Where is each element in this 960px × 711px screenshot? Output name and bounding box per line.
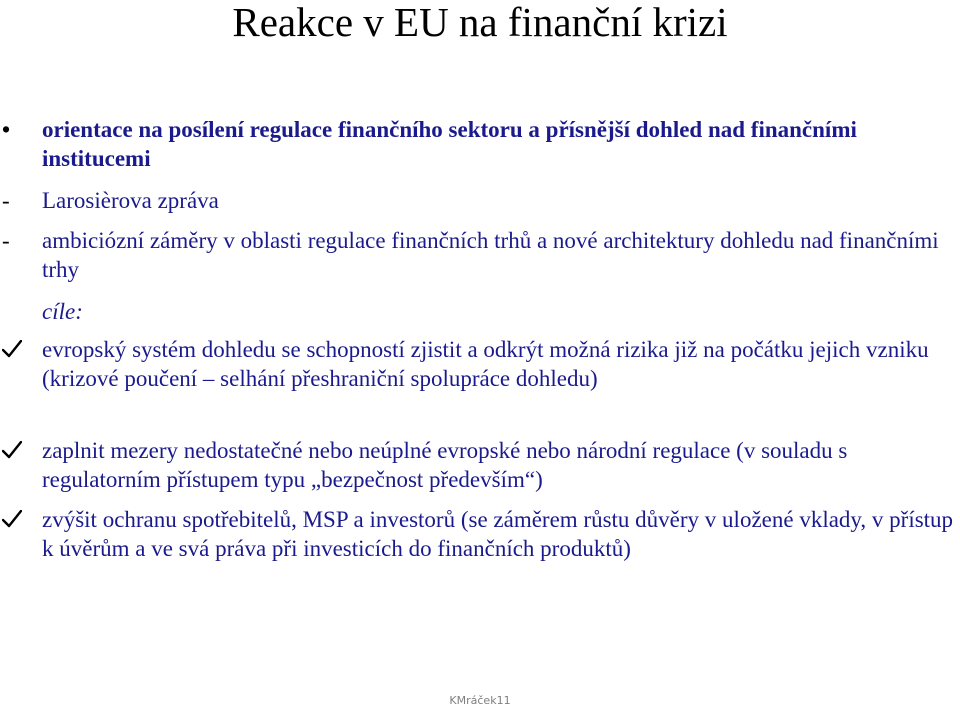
dash-marker: - (2, 188, 10, 213)
dash-text: ambiciózní záměry v oblasti regulace finančních trhů a nové architektury dohledu nad finančními trhy (42, 228, 939, 282)
checkmark-icon (2, 505, 32, 528)
checkmark-icon (2, 436, 32, 459)
slide-footer: KMráček11 (449, 694, 511, 707)
checkmark-icon (2, 335, 32, 358)
dash-item (2, 186, 957, 215)
check-item (42, 436, 957, 494)
bullet-marker: • (2, 117, 11, 142)
bullet-text: orientace na posílení regulace finančního sektoru a přísnější dohled nad finančními institucemi (42, 117, 857, 171)
dash-item (2, 226, 957, 284)
bullet-item (2, 115, 957, 173)
check-text: zvýšit ochranu spotřebitelů, MSP a investorů (se záměrem růstu důvěry v uložené vklady, v přístup k úvěrům a ve svá práva při investicích do finančních produktů) (42, 507, 954, 561)
check-item (42, 505, 957, 563)
check-text: evropský systém dohledu se schopností zjistit a odkrýt možná rizika již na počátku jejich vzniku (krizové poučení – selhání přeshraniční spolupráce dohledu) (42, 337, 929, 391)
check-item (42, 335, 957, 393)
dash-text: Larosièrova zpráva (42, 188, 219, 213)
goals-label: cíle: (42, 299, 83, 324)
check-text: zaplnit mezery nedostatečné nebo neúplné evropské nebo národní regulace (v souladu s regulatorním přístupem typu „bezpečnost především“) (42, 438, 848, 492)
slide-title: Reakce v EU na finanční krizi (232, 0, 728, 45)
dash-marker: - (2, 228, 10, 253)
